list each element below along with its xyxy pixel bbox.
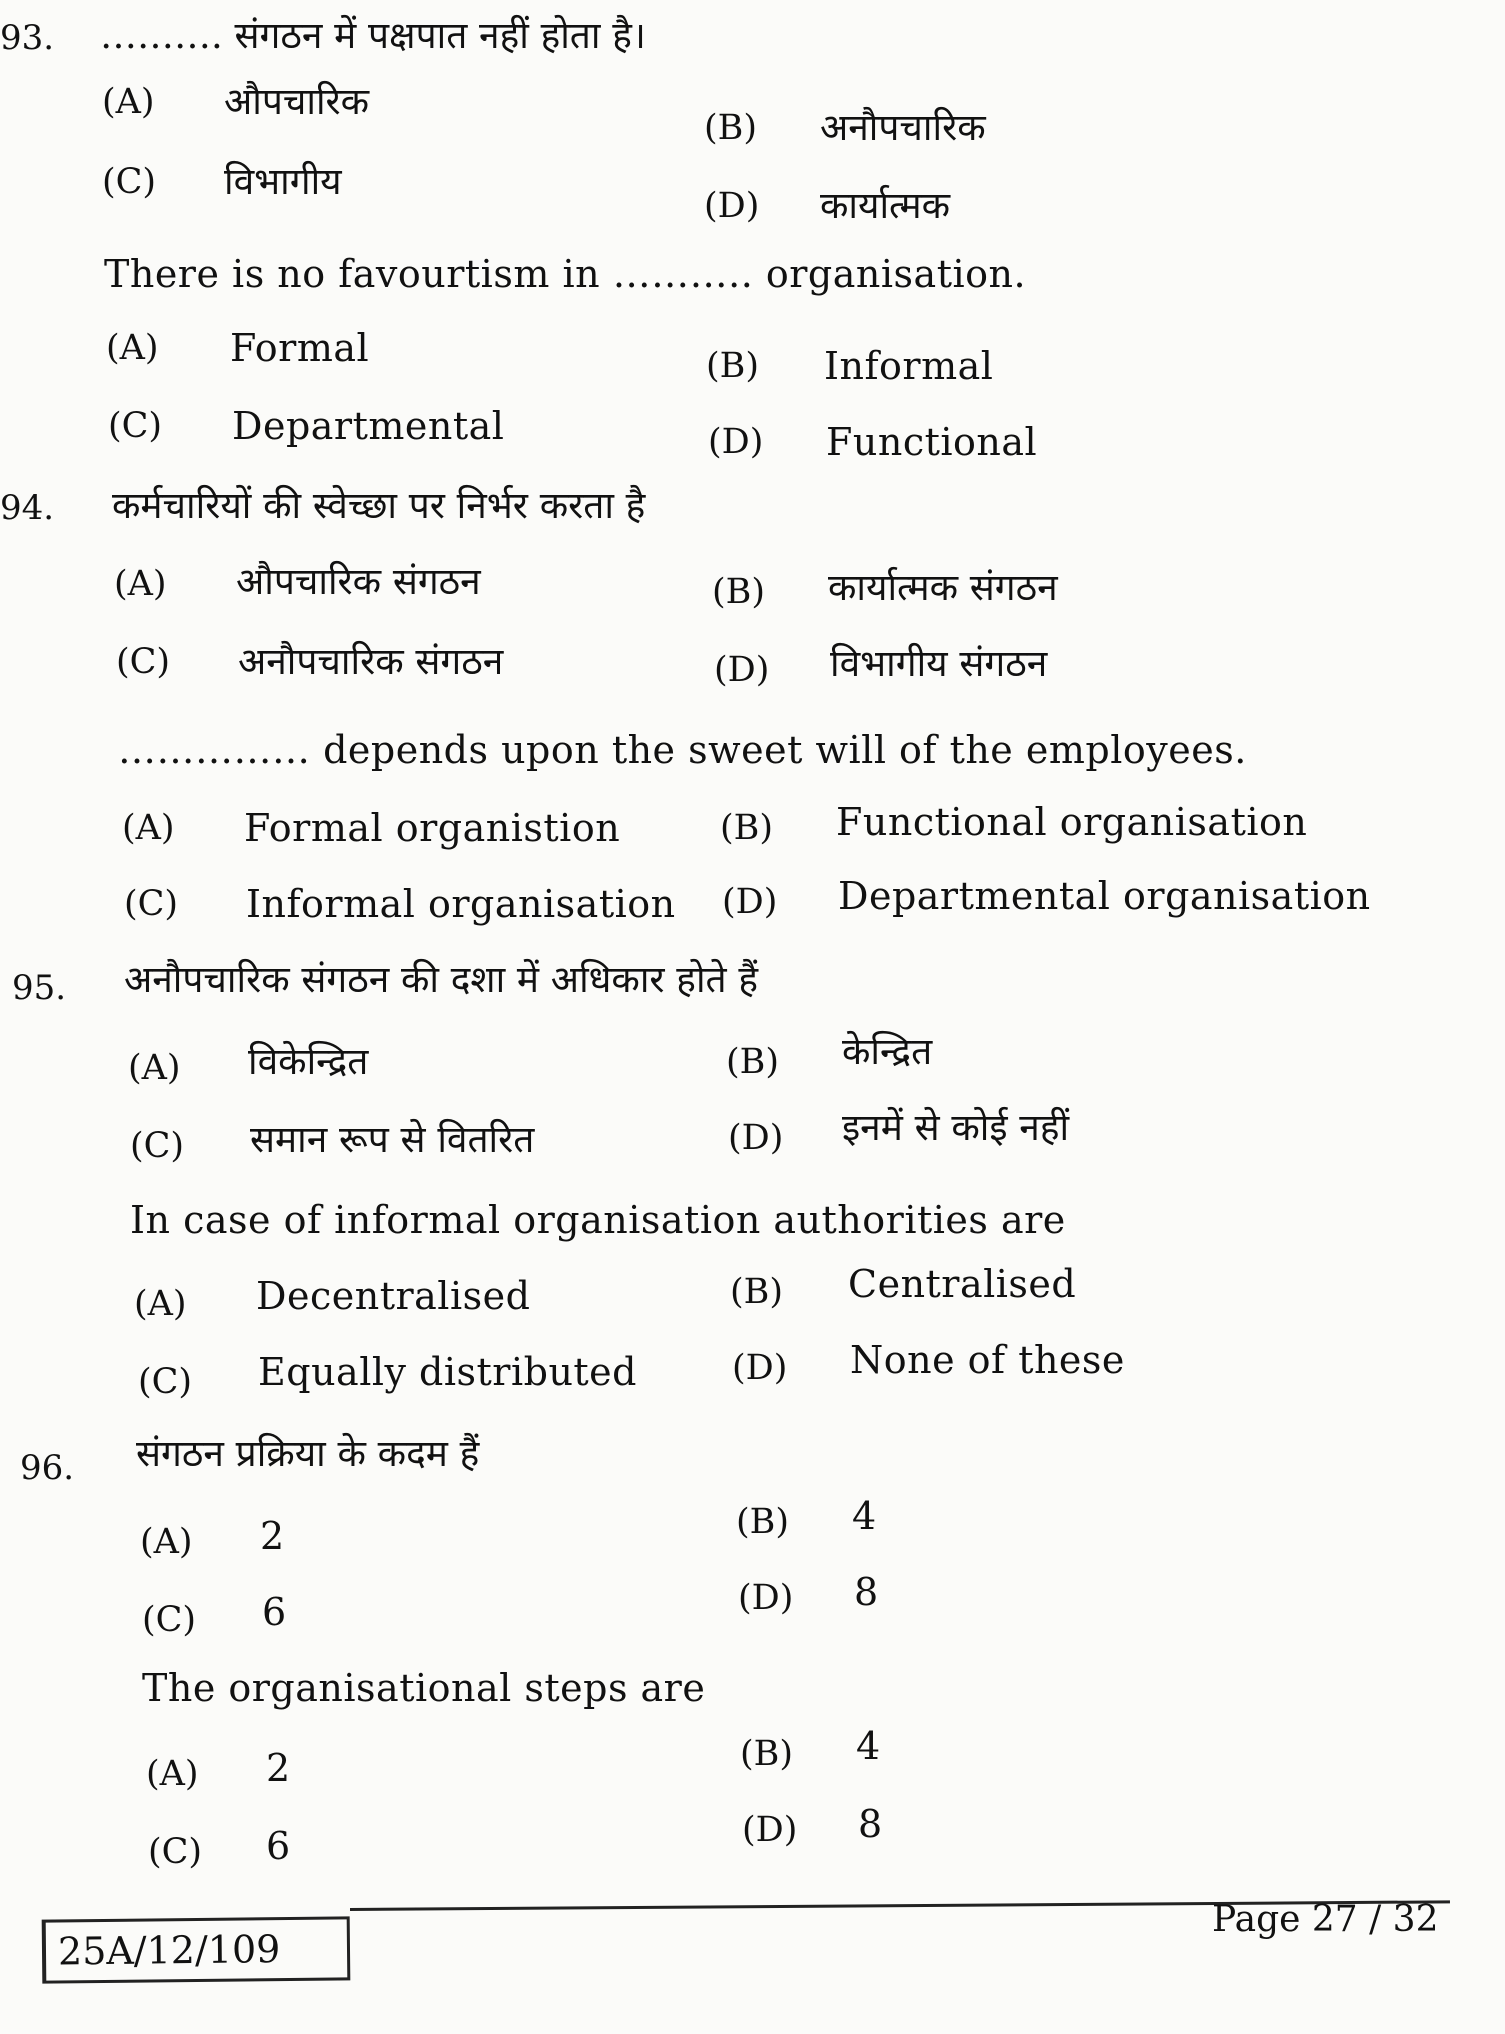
option-text: Decentralised: [256, 1274, 531, 1318]
option-label: (D): [728, 1118, 784, 1158]
option-label: (A): [140, 1522, 193, 1562]
page-number: Page 27 / 32: [1212, 1899, 1439, 1940]
option-text: 8: [854, 1570, 879, 1614]
question-number: 93.: [0, 18, 55, 58]
option-label: (C): [130, 1126, 185, 1166]
option-label: (A): [134, 1284, 187, 1324]
option-text: इनमें से कोई नहीं: [842, 1106, 1070, 1149]
option-label: (A): [128, 1048, 181, 1088]
option-text: Departmental: [232, 404, 505, 448]
option-label: (C): [148, 1832, 203, 1872]
option-label: (D): [732, 1348, 788, 1388]
option-text: 6: [262, 1590, 287, 1634]
option-label: (D): [704, 186, 760, 226]
option-text: 2: [266, 1746, 291, 1790]
option-text: औपचारिक: [224, 80, 370, 123]
option-label: (B): [740, 1734, 794, 1774]
option-text: Formal: [230, 326, 370, 370]
option-label: (A): [106, 328, 159, 368]
option-text: अनौपचारिक: [820, 106, 986, 149]
option-label: (C): [124, 884, 179, 924]
option-label: (C): [116, 642, 171, 682]
option-label: (B): [726, 1042, 780, 1082]
option-text: Centralised: [848, 1262, 1077, 1306]
option-text: समान रूप से वितरित: [250, 1118, 535, 1161]
option-text: विभागीय: [224, 160, 342, 203]
question-text-hindi: ………. संगठन में पक्षपात नहीं होता है।: [100, 14, 646, 57]
option-label: (B): [720, 808, 774, 848]
option-label: (A): [146, 1754, 199, 1794]
option-text: अनौपचारिक संगठन: [238, 640, 504, 683]
paper-code: 25A/12/109: [42, 1916, 351, 1983]
option-label: (C): [102, 162, 157, 202]
option-text: औपचारिक संगठन: [236, 560, 481, 603]
question-text-english: …………… depends upon the sweet will of the employees.: [118, 728, 1247, 772]
option-text: कार्यात्मक संगठन: [828, 566, 1058, 609]
question-text-hindi: अनौपचारिक संगठन की दशा में अधिकार होते हैं: [124, 958, 759, 1001]
option-text: विकेन्द्रित: [248, 1040, 369, 1083]
option-label: (B): [704, 108, 758, 148]
option-text: Functional organisation: [836, 800, 1308, 844]
option-text: 8: [858, 1802, 883, 1846]
option-text: Departmental organisation: [838, 874, 1371, 918]
option-label: (D): [742, 1810, 798, 1850]
option-text: कार्यात्मक: [820, 184, 950, 227]
question-text-english: In case of informal organisation authorities are: [130, 1198, 1066, 1242]
option-label: (A): [102, 82, 155, 122]
option-label: (B): [730, 1272, 784, 1312]
option-label: (A): [122, 808, 175, 848]
option-text: None of these: [850, 1338, 1125, 1382]
question-text-hindi: संगठन प्रक्रिया के कदम हैं: [136, 1432, 480, 1475]
option-label: (C): [142, 1600, 197, 1640]
option-label: (B): [712, 572, 766, 612]
option-label: (A): [114, 564, 167, 604]
option-label: (D): [722, 882, 778, 922]
option-label: (B): [706, 346, 760, 386]
question-number: 95.: [12, 968, 67, 1008]
option-label: (D): [714, 650, 770, 690]
option-text: 4: [852, 1494, 877, 1538]
option-text: Informal: [824, 344, 994, 388]
option-text: Informal organisation: [246, 882, 676, 926]
option-label: (C): [138, 1362, 193, 1402]
option-text: Functional: [826, 420, 1038, 464]
option-label: (D): [738, 1578, 794, 1618]
question-number: 96.: [20, 1448, 75, 1488]
option-text: विभागीय संगठन: [830, 642, 1048, 685]
option-label: (B): [736, 1502, 790, 1542]
option-text: 2: [260, 1514, 285, 1558]
option-text: 4: [856, 1724, 881, 1768]
option-text: Equally distributed: [258, 1350, 637, 1394]
question-text-english: The organisational steps are: [142, 1666, 706, 1710]
option-label: (C): [108, 406, 163, 446]
option-text: केन्द्रित: [842, 1030, 933, 1073]
option-text: Formal organistion: [244, 806, 621, 850]
question-number: 94.: [0, 488, 55, 528]
option-text: 6: [266, 1824, 291, 1868]
option-label: (D): [708, 422, 764, 462]
question-text-hindi: कर्मचारियों की स्वेच्छा पर निर्भर करता है: [112, 484, 646, 527]
question-text-english: There is no favourtism in ……….. organisation.: [104, 252, 1027, 296]
